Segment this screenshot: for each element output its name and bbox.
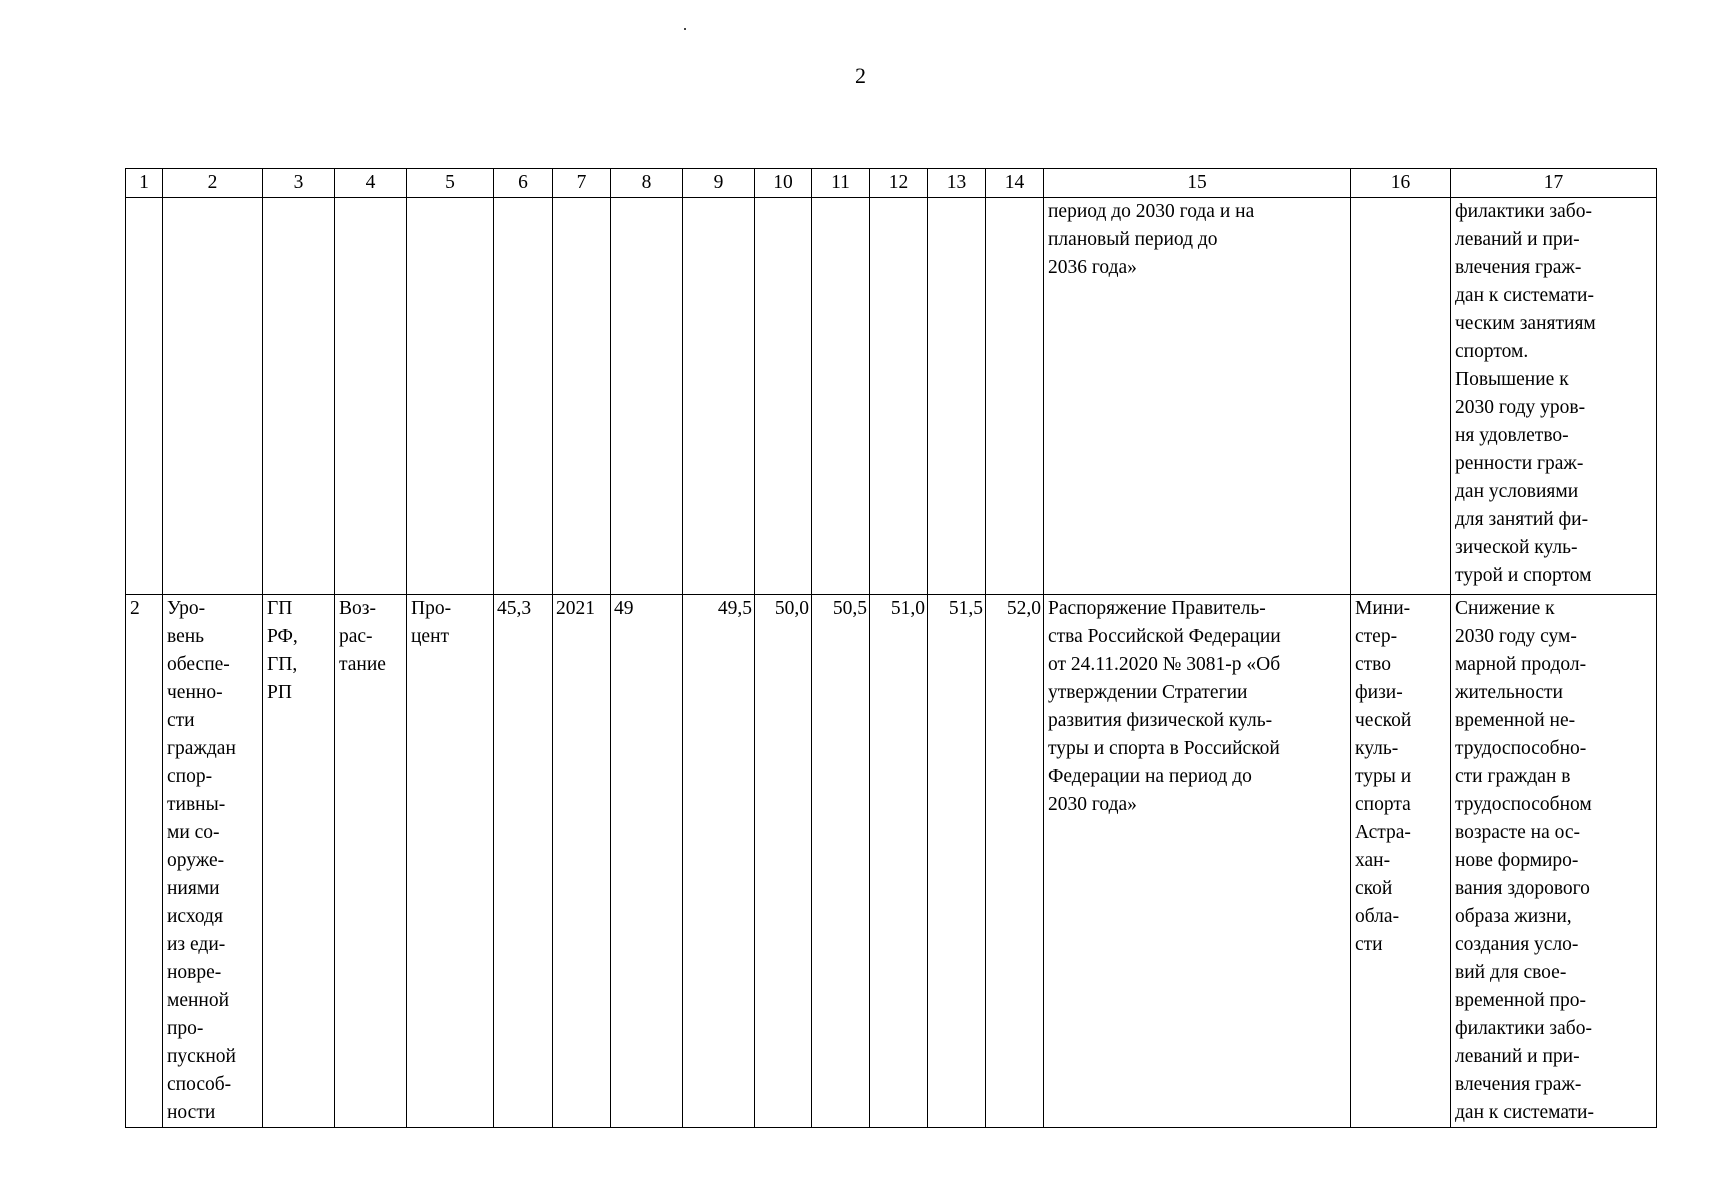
cell-empty bbox=[126, 198, 163, 595]
column-header-7: 7 bbox=[553, 169, 611, 198]
cell-empty bbox=[1351, 198, 1451, 595]
cell-empty bbox=[870, 198, 928, 595]
cell-empty bbox=[683, 198, 755, 595]
column-header-3: 3 bbox=[263, 169, 335, 198]
cell-value-col11: 50,5 bbox=[812, 595, 870, 1128]
cell-empty bbox=[335, 198, 407, 595]
cell-legal-basis-continued: период до 2030 года и на плановый период до 2036 года» bbox=[1044, 198, 1351, 595]
column-header-12: 12 bbox=[870, 169, 928, 198]
header-row bbox=[126, 169, 1657, 198]
cell-empty bbox=[986, 198, 1044, 595]
cell-responsible: Мини- стер- ство физи- ческой куль- туры и спорта Астра- хан- ской обла- сти bbox=[1351, 595, 1451, 1128]
cell-value-col14: 52,0 bbox=[986, 595, 1044, 1128]
cell-empty bbox=[263, 198, 335, 595]
cell-empty bbox=[755, 198, 812, 595]
cell-value-col9: 49,5 bbox=[683, 595, 755, 1128]
column-header-13: 13 bbox=[928, 169, 986, 198]
column-header-2: 2 bbox=[163, 169, 263, 198]
scan-speck bbox=[684, 28, 686, 30]
cell-empty bbox=[407, 198, 494, 595]
cell-unit: Про- цент bbox=[407, 595, 494, 1128]
column-header-14: 14 bbox=[986, 169, 1044, 198]
column-header-6: 6 bbox=[494, 169, 553, 198]
cell-base-value: 45,3 bbox=[494, 595, 553, 1128]
column-header-15: 15 bbox=[1044, 169, 1351, 198]
column-header-5: 5 bbox=[407, 169, 494, 198]
cell-empty bbox=[812, 198, 870, 595]
cell-value-col12: 51,0 bbox=[870, 595, 928, 1128]
indicators-table bbox=[125, 168, 1657, 1128]
column-header-11: 11 bbox=[812, 169, 870, 198]
cell-value-col8: 49 bbox=[611, 595, 683, 1128]
cell-empty bbox=[611, 198, 683, 595]
column-header-17: 17 bbox=[1451, 169, 1657, 198]
cell-indicator-name: Уро- вень обеспе- ченно- сти граждан спор- тивны- ми со- оруже- ниями исходя из еди- новре- менной про- пускной способ- ности bbox=[163, 595, 263, 1128]
table-row-continued bbox=[126, 198, 1657, 595]
column-header-4: 4 bbox=[335, 169, 407, 198]
cell-empty bbox=[928, 198, 986, 595]
cell-empty bbox=[163, 198, 263, 595]
column-header-1: 1 bbox=[126, 169, 163, 198]
cell-empty bbox=[553, 198, 611, 595]
cell-expected-result: Снижение к 2030 году сум- марной продол- жительности временной не- трудоспособно- сти граждан в трудоспособном возрасте на ос- нове формиро- вания здорового образа жизни, создания усло- вий для свое- временной про- филактики забо- леваний и при- влечения граж- дан к системати- bbox=[1451, 595, 1657, 1128]
cell-base-year: 2021 bbox=[553, 595, 611, 1128]
column-header-10: 10 bbox=[755, 169, 812, 198]
table-row-2 bbox=[126, 595, 1657, 1128]
cell-expected-result-continued: филактики забо- леваний и при- влечения граж- дан к системати- ческим занятиям спортом. Повышение к 2030 году уров- ня удовлетво- ренности граж- дан условиями для занятий фи- зической куль- турой и спортом bbox=[1451, 198, 1657, 595]
cell-legal-basis: Распоряжение Правитель- ства Российской Федерации от 24.11.2020 № 3081-р «Об утверждении Стратегии развития физической куль- туры и спорта в Российской Федерации на период до 2030 года» bbox=[1044, 595, 1351, 1128]
cell-empty bbox=[494, 198, 553, 595]
cell-row-number: 2 bbox=[126, 595, 163, 1128]
column-header-9: 9 bbox=[683, 169, 755, 198]
page-number: 2 bbox=[855, 63, 866, 88]
column-header-16: 16 bbox=[1351, 169, 1451, 198]
cell-value-col13: 51,5 bbox=[928, 595, 986, 1128]
column-header-8: 8 bbox=[611, 169, 683, 198]
cell-trend: Воз- рас- тание bbox=[335, 595, 407, 1128]
cell-program-level: ГП РФ, ГП, РП bbox=[263, 595, 335, 1128]
cell-value-col10: 50,0 bbox=[755, 595, 812, 1128]
